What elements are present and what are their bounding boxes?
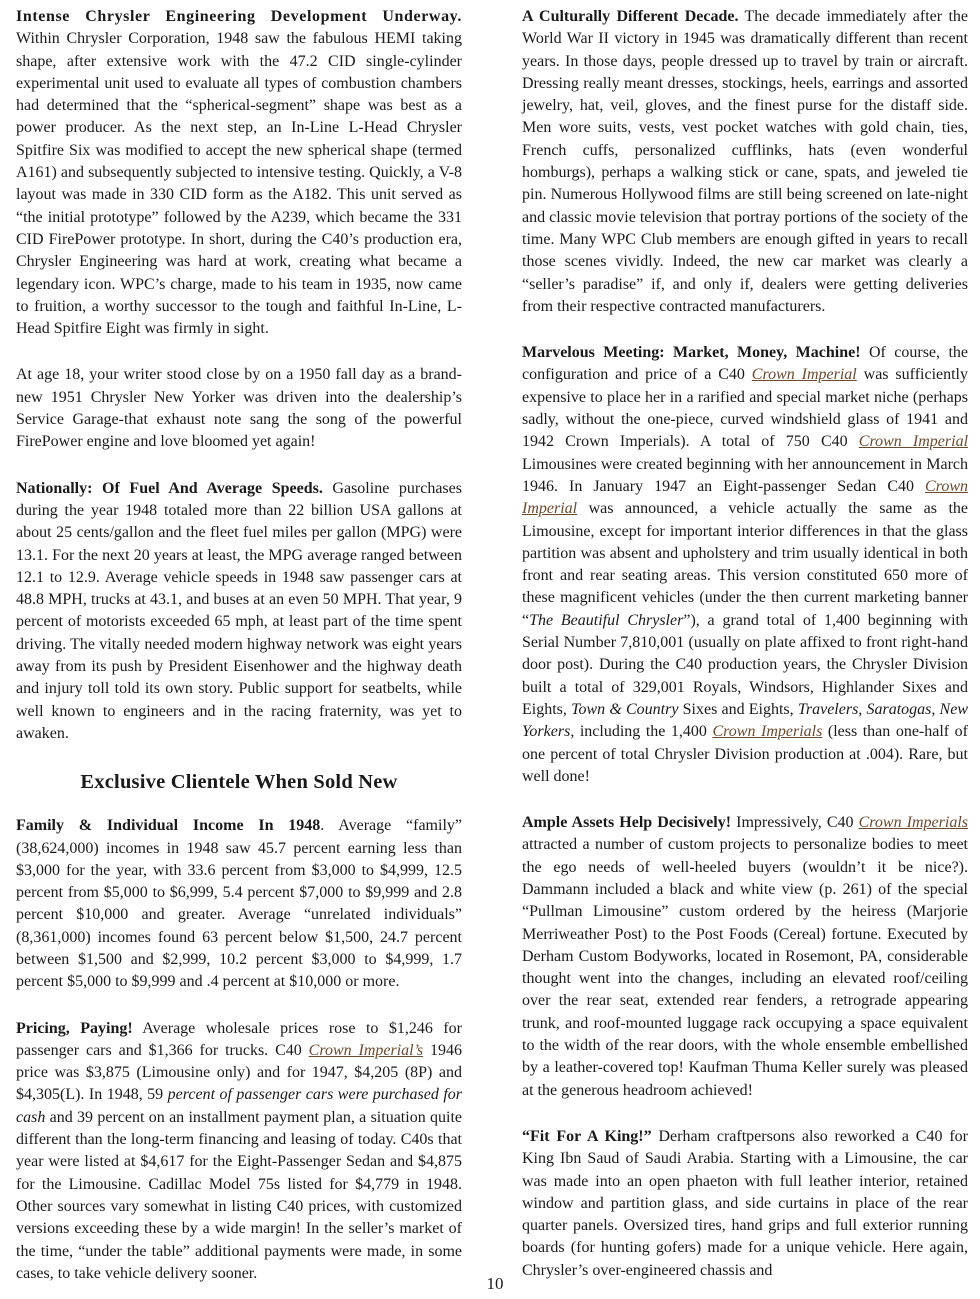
paragraph-fuel-speeds (16, 478, 462, 746)
paragraph-text: Sixes and Eights, (678, 700, 798, 718)
paragraph-ample-assets (522, 812, 968, 1102)
paragraph-text: . Average “family” (38,624,000) incomes in 1948 saw 45.7 percent earning less than $3,000 for the year, with 33.6 percent from $3,000 to $4,999, 12.5 percent from $5,000 to $6,999, 5.4 percent $7,000 to $9,999 and 2.8 percent $10,000 and greater. Average “unrelated individuals” (8,361,000) incomes found 63 percent below $1,500, 24.7 percent between $1,500 and $2,999, 10.2 percent $3,000 to $4,999, 1.7 percent $5,000 to $9,999 and .4 percent at $10,000 or more. (16, 817, 462, 991)
model-title: Crown Imperials (712, 723, 823, 741)
italic-phrase: percent of passenger cars were purchased for cash (16, 1086, 462, 1126)
paragraph-market-money-machine (522, 342, 968, 788)
paragraph-lead: Marvelous Meeting: Market, Money, Machine! (522, 344, 861, 362)
paragraph-text: Gasoline purchases during the year 1948 totaled more than 22 billion USA gallons at about 25 cents/gallon and the fleet fuel miles per gallon (MPG) were 13.1. For the next 20 years at least, the MPG average ranged between 12.1 to 12.9. Average vehicle speeds in 1948 saw passenger cars at 48.8 MPH, trucks at 43.1, and buses at an even 50 MPH. That year, 9 percent of motorists exceeded 65 mph, at least part of the time spent driving. The vitally needed modern highway network was eight years away from its push by President Eisenhower and the highway death and injury toll told its own story. Public support for seatbelts, while well known to engineers and in the racing fraternity, was yet to awaken. (16, 479, 462, 742)
paragraph-lead: Ample Assets Help Decisively! (522, 814, 732, 832)
paragraph-lead: A Culturally Different Decade. (522, 8, 739, 25)
paragraph-text: and 39 percent on an installment payment plan, a situation quite different than the long-term financing and leasing of today. C40s that year were listed at $4,617 for the Eight-Passenger Sedan and $4,875 for the Limousine. Cadillac Model 75s listed for $4,779 in 1948. Other sources vary somewhat in listing C40 prices, with customized versions exceeding these by a wide margin! In the seller’s market of the time, “under the table” additional payments were made, in some cases, to take vehicle delivery sooner. (16, 1108, 462, 1282)
paragraph-text: Limousines were created beginning with her announcement in March 1946. In January 1947 an Eight-passenger Sedan C40 (522, 455, 968, 495)
paragraph-cultural-decade (522, 6, 968, 318)
left-column (16, 6, 462, 1285)
paragraph-text: was announced, a vehicle actually the same as the Limousine, except for important interior differences in that the glass partition was absent and upholstery and trim usually identical in both front and rear seating areas. This version constituted 650 more of these magnificent vehicles (under the then current marketing banner “ (522, 500, 968, 629)
paragraph-lead: Pricing, Paying! (16, 1019, 133, 1037)
model-title: Crown Imperials (858, 814, 968, 832)
paragraph-text: (less than one-half of one percent of total Chrysler Division production at .004). Rare, but well done! (522, 723, 969, 785)
italic-phrase: Travelers, Saratogas, New Yorkers (522, 700, 968, 741)
paragraph-pricing (16, 1018, 462, 1286)
model-title: Crown Imperial (522, 477, 968, 518)
paragraph-text: ”), a grand total of 1,400 beginning with Serial Number 7,810,001 (usually on plate affixed to front right-hand door post). During the C40 production years, the Chrysler Division built a total of 329,001 Royals, Windsors, Highlander Sixes and Eights, (522, 611, 969, 718)
right-column (522, 6, 968, 1282)
paragraph-text: Derham craftpersons also reworked a C40 for King Ibn Saud of Saudi Arabia. Starting with a Limousine, the car was made into an open phaeton with full leather interior, retained window and partition glass, and side curtains in place of the rear quarter panels. Oversized tires, hand grips and full exterior running boards (for hunting gofers) made for a unique vehicle. Here again, Chrysler’s over-engineered chassis and (522, 1127, 968, 1279)
paragraph-text: Of course, the configuration and price of a C40 (522, 344, 969, 384)
paragraph-hemi-development (16, 6, 462, 340)
paragraph-text: Average wholesale prices rose to $1,246 for passenger cars and $1,366 for trucks. C40 (16, 1019, 462, 1059)
paragraph-text: , including the 1,400 (570, 723, 713, 741)
paragraph-writer-memory (16, 364, 462, 453)
paragraph-income (16, 815, 462, 993)
paragraph-text: Within Chrysler Corporation, 1948 saw the fabulous HEMI taking shape, after extensive work with the 47.2 CID single-cylinder experimental unit used to evaluate all types of combustion chambers had determined that the “spherical-segment” shape was best as a power producer. As the next step, an In-Line L-Head Chrysler Spitfire Six was modified to accept the new spherical shape (termed A161) and subsequently subjected to intensive testing. Quickly, a V-8 layout was made in 330 CID form as the A182. This unit served as “the initial prototype” followed by the A239, which became the 331 CID FirePower prototype. In short, during the C40’s production era, Chrysler Engineering was hard at work, creating what became a legendary icon. WPC’s charge, made to his team in 1935, now came to fruition, a worthy successor to the tough and faithful In-Line, L-Head Spitfire Eight was firmly in sight. (16, 30, 462, 338)
italic-phrase: The Beautiful Chrysler (529, 611, 684, 629)
paragraph-lead: “Fit For A King!” (522, 1127, 652, 1145)
paragraph-text: was sufficiently expensive to place her in a rarified and special market niche (perhaps sadly, without the one-piece, curved windshield glass of 1941 and 1942 Crown Imperials). A total of 750 C40 (522, 366, 969, 451)
page-number: 10 (486, 1274, 504, 1293)
paragraph-fit-for-a-king (522, 1126, 968, 1282)
paragraph-lead: Nationally: Of Fuel And Average Speeds. (16, 479, 323, 497)
italic-phrase: Town & Country (571, 700, 679, 718)
paragraph-text: attracted a number of custom projects to personalize bodies to meet the ego needs of well-heeled buyers (wouldn’t it be nice?). Dammann included a black and white view (p. 261) of the special “Pullman Limousine” custom ordered by the heiress (Marjorie Merriweather Post) to the Post Foods (Cereal) fortune. Executed by Derham Custom Bodyworks, located in Rosemont, PA, considerable thought went into the changes, including an elevated roof/ceiling over the rear seat, extended rear fenders, a retrograde appearing trunk, and roof-mounted luggage rack occupying a space equivalent to the width of the rear doors, with the whole ensemble embellished by a leather-covered top! Kaufman Thuma Keller surely was pleased at the generous headroom achieved! (522, 836, 968, 1099)
paragraph-lead: Family & Individual Income In 1948 (16, 817, 321, 835)
model-title: Crown Imperial (751, 366, 857, 384)
paragraph-lead: Intense Chrysler Engineering Development Underway. (16, 8, 462, 25)
paragraph-text: At age 18, your writer stood close by on a 1950 fall day as a brand-new 1951 Chrysler New Yorker was driven into the dealership’s Service Garage-that exhaust note sang the song of the powerful FirePower engine and love bloomed yet again! (16, 366, 462, 451)
model-title: Crown Imperial’s (308, 1041, 424, 1059)
model-title: Crown Imperial (858, 433, 969, 451)
paragraph-text: The decade immediately after the World War II victory in 1945 was dramatically different than recent years. In those days, people dressed up to travel by train or aircraft. Dressing really meant dresses, stockings, heels, earrings and assorted jewelry, hat, veil, gloves, and the finest purse for the distaff side. Men wore suits, vests, vest pocket watches with gold chain, ties, French cuffs, personalized cufflinks, hats (even wonderful homburgs), perhaps a walking stick or cane, spats, and jeweled tie pin. Numerous Hollywood films are still being screened on late-night and classic movie television that portray portions of the society of the time. Many WPC Club members are enough gifted in years to recall those scenes vividly. Indeed, the new car market was clearly a “seller’s paradise” if, and only if, dealers were getting deliveries from their respective contracted manufacturers. (522, 8, 968, 315)
paragraph-text: 1946 price was $3,875 (Limousine only) and for 1947, $4,205 (8P) and $4,305(L). In 1948, 59 (16, 1041, 463, 1104)
paragraph-text: Impressively, C40 (731, 814, 859, 832)
section-heading: Exclusive Clientele When Sold New (80, 771, 398, 794)
